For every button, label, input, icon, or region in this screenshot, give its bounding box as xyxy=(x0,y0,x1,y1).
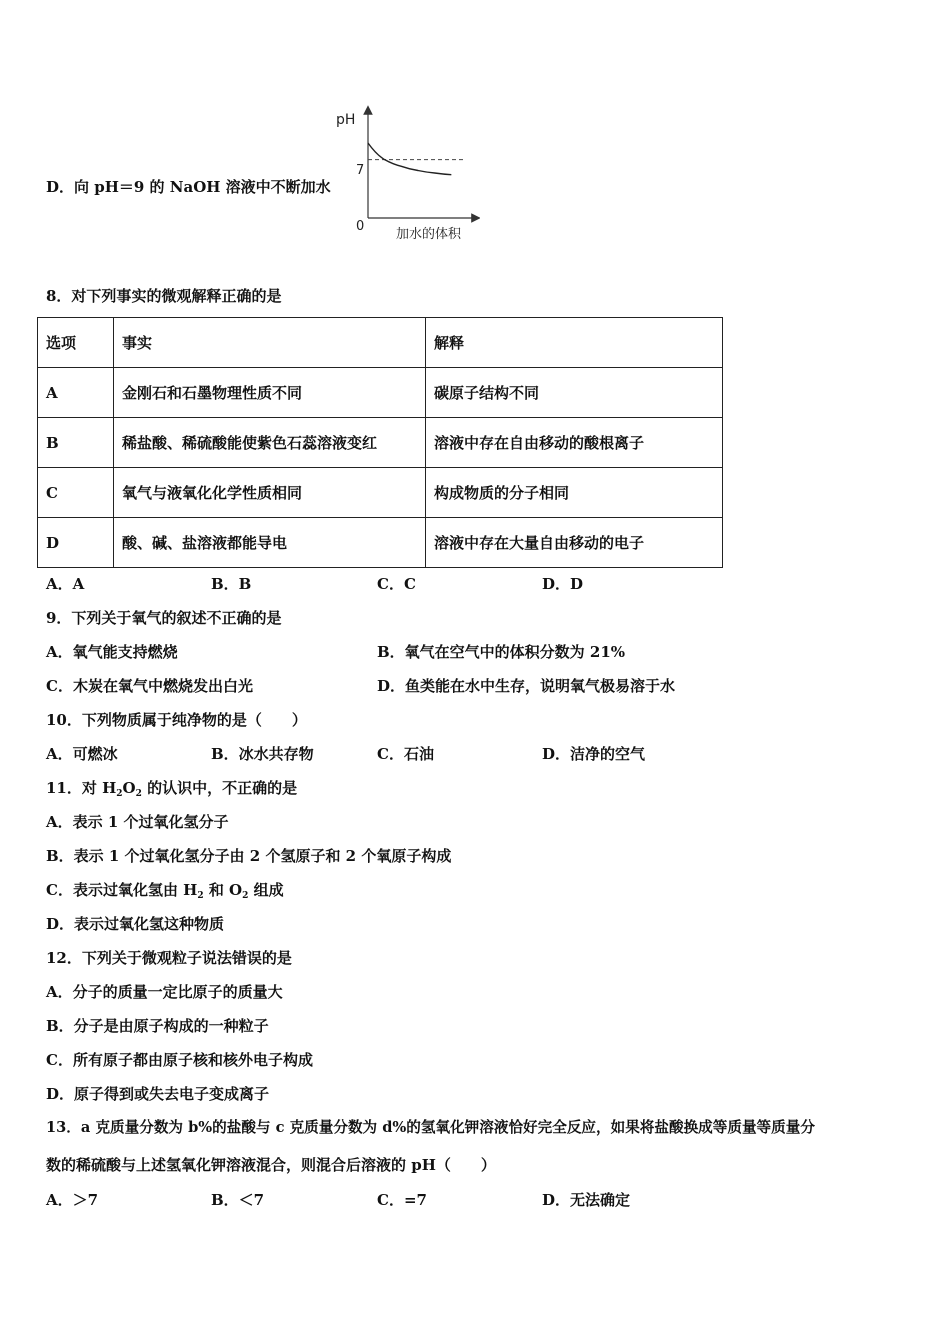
q9-option-d: D．鱼类能在水中生存，说明氧气极易溶于水 xyxy=(377,677,676,695)
table-row xyxy=(38,418,723,468)
q9-stem: 9．下列关于氧气的叙述不正确的是 xyxy=(46,609,282,627)
q10-option-c: C．石油 xyxy=(377,745,434,763)
row-explanation: 溶液中存在大量自由移动的电子 xyxy=(426,518,723,568)
q12-option-a: A．分子的质量一定比原子的质量大 xyxy=(46,983,283,1001)
row-explanation: 构成物质的分子相同 xyxy=(426,468,723,518)
q9-option-b: B．氧气在空气中的体积分数为 21% xyxy=(377,643,626,661)
q12-stem: 12．下列关于微观粒子说法错误的是 xyxy=(46,949,292,967)
q11-stem-pre: 11．对 H xyxy=(46,779,117,797)
q13-option-c: C．=7 xyxy=(377,1191,427,1209)
q8-option-c: C．C xyxy=(377,575,416,593)
row-option: B xyxy=(38,418,114,468)
q8-option-a: A．A xyxy=(46,575,85,593)
origin-label: 0 xyxy=(356,219,365,234)
q11-option-d: D．表示过氧化氢这种物质 xyxy=(46,915,225,933)
row-option: D xyxy=(38,518,114,568)
ph-chart xyxy=(330,104,480,244)
y-axis-label: pH xyxy=(336,112,356,128)
q12-option-b: B．分子是由原子构成的一种粒子 xyxy=(46,1017,269,1035)
q10-option-a: A．可燃冰 xyxy=(46,745,118,763)
q8-option-b: B．B xyxy=(211,575,252,593)
q8-stem: 8．对下列事实的微观解释正确的是 xyxy=(46,287,282,305)
q11-optc-sub1: 2 xyxy=(197,891,204,901)
q11-optc-pre: C．表示过氧化氢由 H xyxy=(46,881,198,899)
q12-option-d: D．原子得到或失去电子变成离子 xyxy=(46,1085,270,1103)
row-option: A xyxy=(38,368,114,418)
q11-option-b: B．表示 1 个过氧化氢分子由 2 个氢原子和 2 个氧原子构成 xyxy=(46,847,452,865)
row-option: C xyxy=(38,468,114,518)
q11-stem-post: 的认识中，不正确的是 xyxy=(141,779,298,797)
q10-stem: 10．下列物质属于纯净物的是（ ） xyxy=(46,711,307,729)
facts-table xyxy=(37,317,723,568)
ph-curve xyxy=(368,143,451,175)
q11-stem-sub1: 2 xyxy=(116,789,123,799)
q11-stem-sub2: 2 xyxy=(135,789,142,799)
q13-stem-line2: 数的稀硫酸与上述氢氧化钾溶液混合，则混合后溶液的 pH（ ） xyxy=(46,1156,496,1174)
row-fact: 酸、碱、盐溶液都能导电 xyxy=(114,518,426,568)
q9-option-c: C．木炭在氧气中燃烧发出白光 xyxy=(46,677,253,695)
q10-option-b: B．冰水共存物 xyxy=(211,745,314,763)
row-fact: 氧气与液氧化化学性质相同 xyxy=(114,468,426,518)
q10-option-d: D．洁净的空气 xyxy=(542,745,646,763)
q9-option-a: A．氧气能支持燃烧 xyxy=(46,643,178,661)
q8-option-d: D．D xyxy=(542,575,584,593)
row-fact: 金刚石和石墨物理性质不同 xyxy=(114,368,426,418)
table-header-row xyxy=(38,318,723,368)
q11-stem xyxy=(46,778,297,804)
q11-optc-mid: 和 O xyxy=(203,881,243,899)
table-row xyxy=(38,518,723,568)
q7-option-d: D．向 pH＝9 的 NaOH 溶液中不断加水 xyxy=(46,178,331,196)
q13-option-a: A．＞7 xyxy=(46,1191,99,1209)
row-fact: 稀盐酸、稀硫酸能使紫色石蕊溶液变红 xyxy=(114,418,426,468)
x-axis-label: 加水的体积 xyxy=(396,227,462,242)
q13-stem-line1: 13．a 克质量分数为 b%的盐酸与 c 克质量分数为 d%的氢氧化钾溶液恰好完全反应，如果将盐酸换成等质量等质量分 xyxy=(46,1119,815,1136)
row-explanation: 碳原子结构不同 xyxy=(426,368,723,418)
q12-option-c: C．所有原子都由原子核和核外电子构成 xyxy=(46,1051,313,1069)
header-explanation: 解释 xyxy=(426,318,723,368)
reference-label-7: 7 xyxy=(356,163,365,178)
q11-option-c xyxy=(46,880,284,906)
q13-option-d: D．无法确定 xyxy=(542,1191,631,1209)
q11-optc-sub2: 2 xyxy=(242,891,249,901)
header-option: 选项 xyxy=(38,318,114,368)
table-row xyxy=(38,368,723,418)
table-row xyxy=(38,468,723,518)
q11-stem-mid: O xyxy=(122,779,136,797)
header-fact: 事实 xyxy=(114,318,426,368)
q11-option-a: A．表示 1 个过氧化氢分子 xyxy=(46,813,229,831)
row-explanation: 溶液中存在自由移动的酸根离子 xyxy=(426,418,723,468)
q11-optc-post: 组成 xyxy=(248,881,284,899)
q13-option-b: B．＜7 xyxy=(211,1191,265,1209)
